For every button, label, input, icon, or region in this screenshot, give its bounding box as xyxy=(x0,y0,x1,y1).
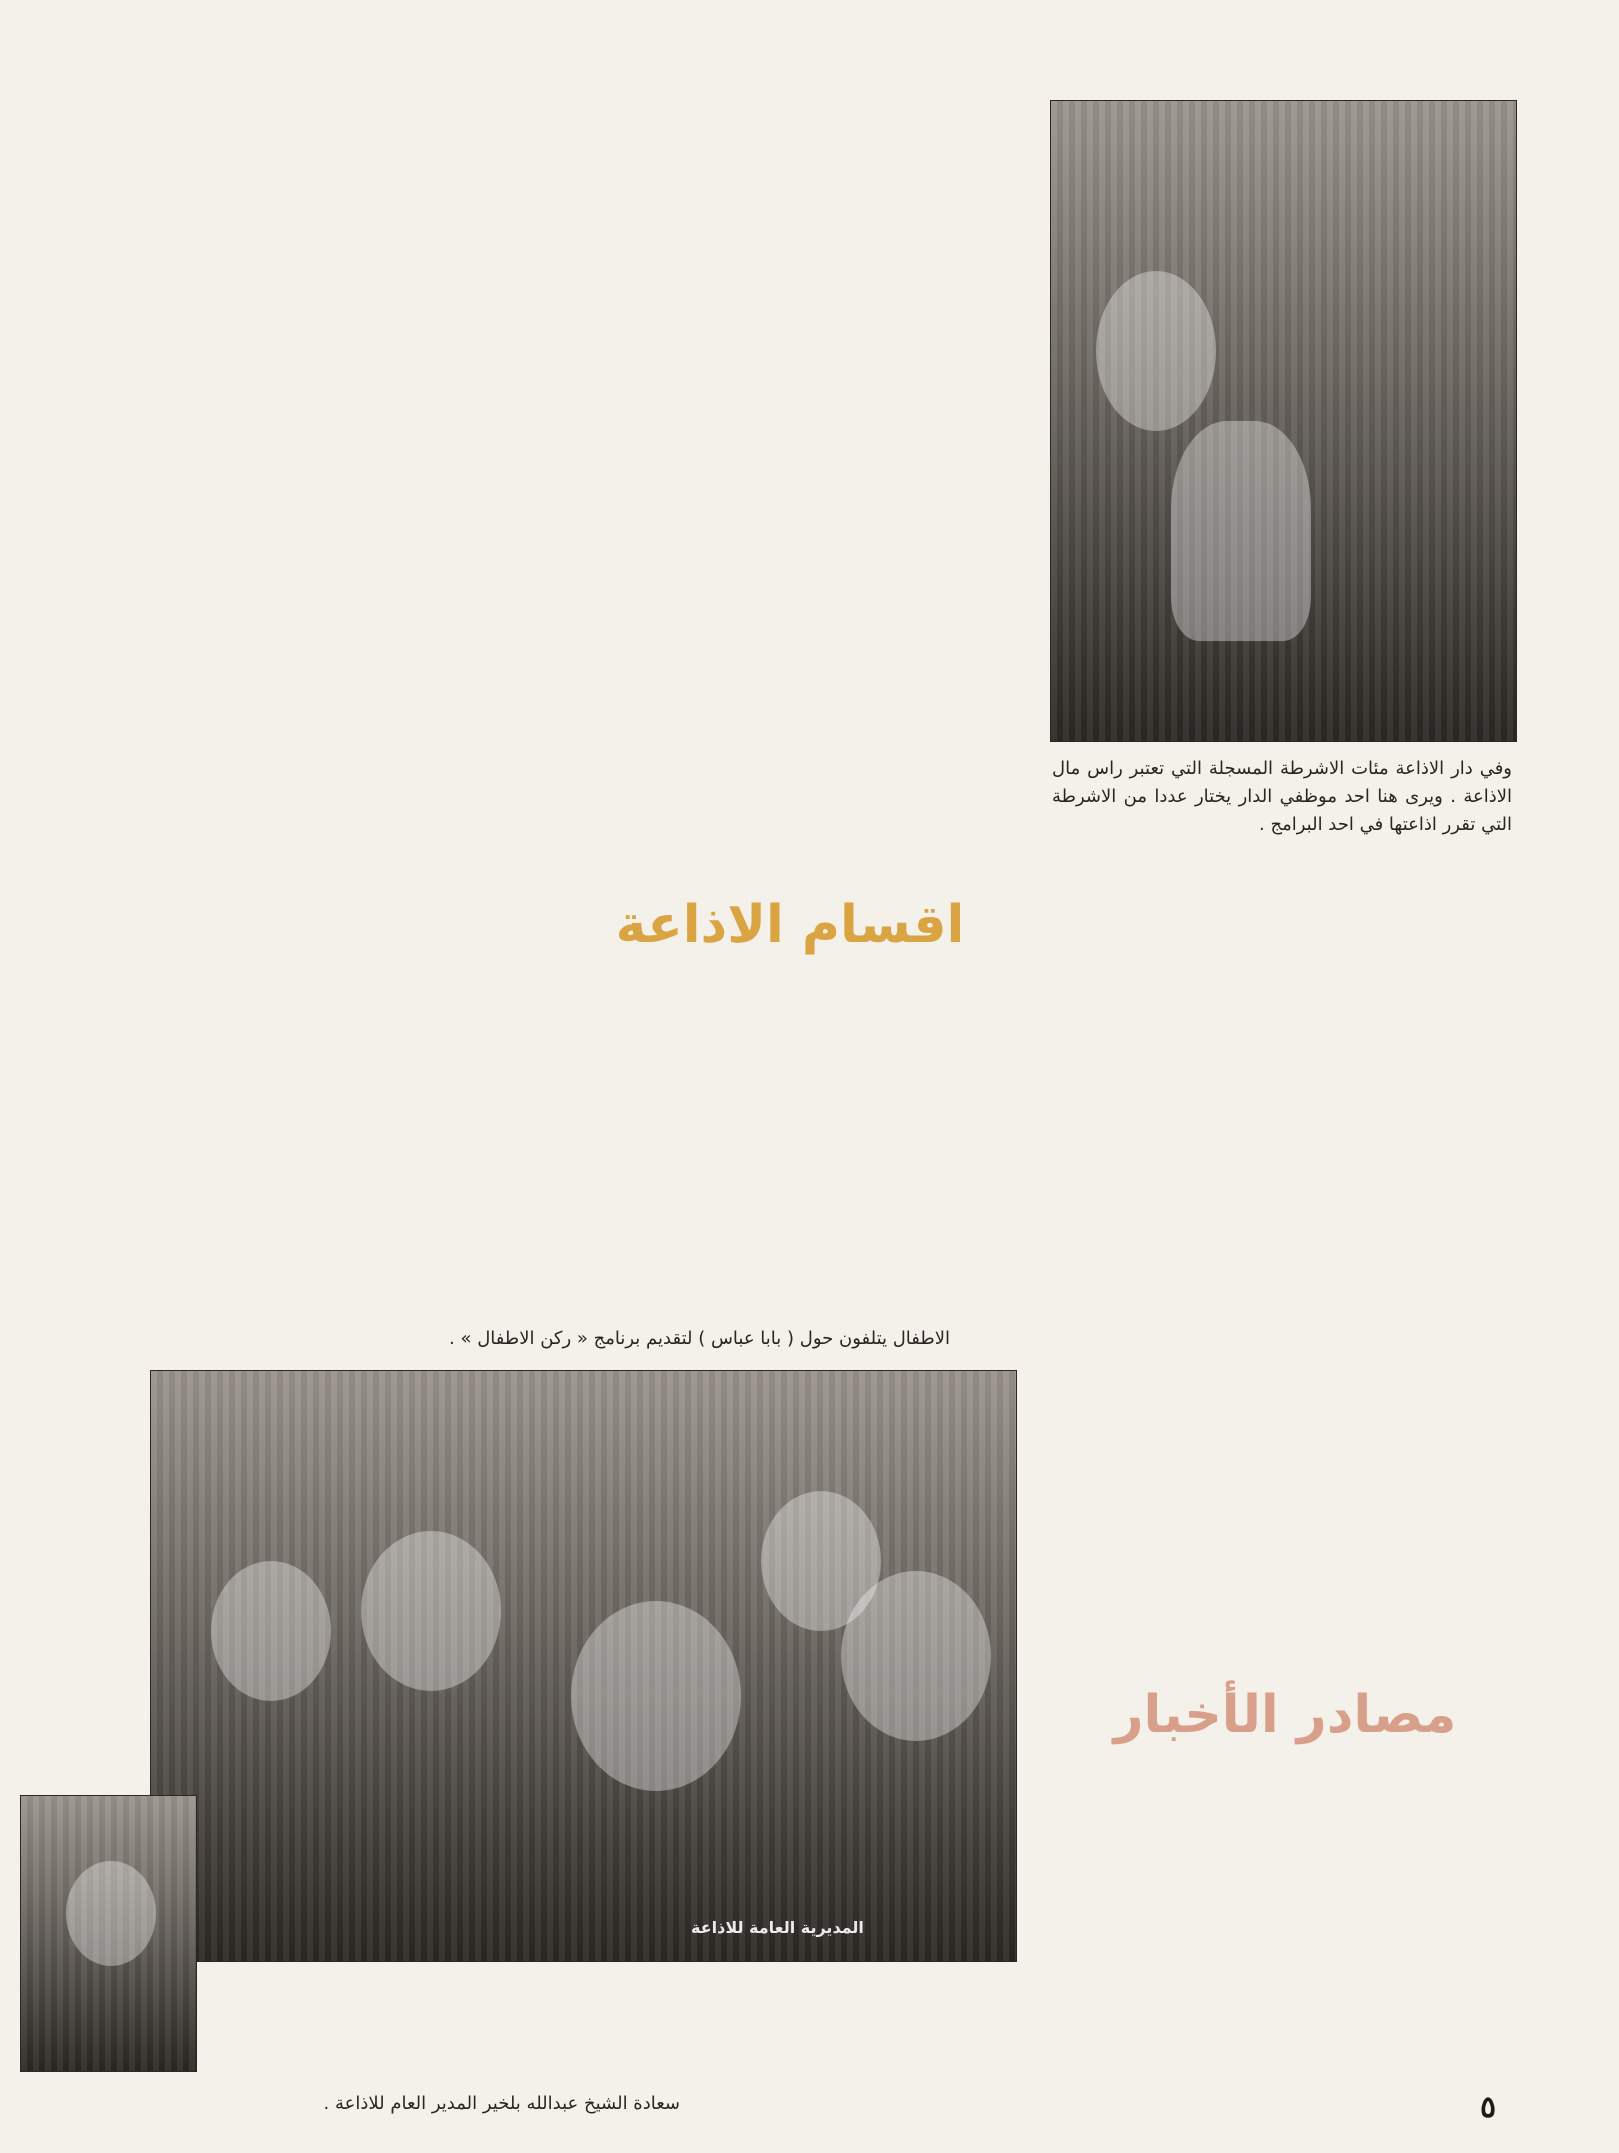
tapes-archive-photo xyxy=(1050,100,1517,742)
tapes-photo-caption: وفي دار الاذاعة مئات الاشرطة المسجلة التي تعتبر راس مال الاذاعة . ويرى هنا احد موظفي الدار يختار عددا من الاشرطة التي تقرر اذاعتها في احد البرامج . xyxy=(1052,758,1512,835)
sections-heading: اقسام الاذاعة xyxy=(615,895,965,955)
children-program-photo xyxy=(150,1370,1017,1962)
director-photo-caption: سعادة الشيخ عبدالله بلخير المدير العام للاذاعة . xyxy=(323,2093,680,2114)
article-column-left xyxy=(60,95,530,1245)
kids-photo-caption: الاطفال يتلفون حول ( بابا عباس ) لتقديم برنامج « ركن الاطفال » . xyxy=(449,1328,950,1349)
photo-watermark: المديرية العامة للاذاعة xyxy=(691,1918,864,1937)
page-number: ٥ xyxy=(1480,2090,1497,2125)
director-photo xyxy=(20,1795,197,2072)
article-column-right-lower-2 xyxy=(1045,1760,1540,2090)
news-sources-heading: مصادر الأخبار xyxy=(1113,1685,1457,1745)
article-column-middle xyxy=(548,95,1018,1225)
